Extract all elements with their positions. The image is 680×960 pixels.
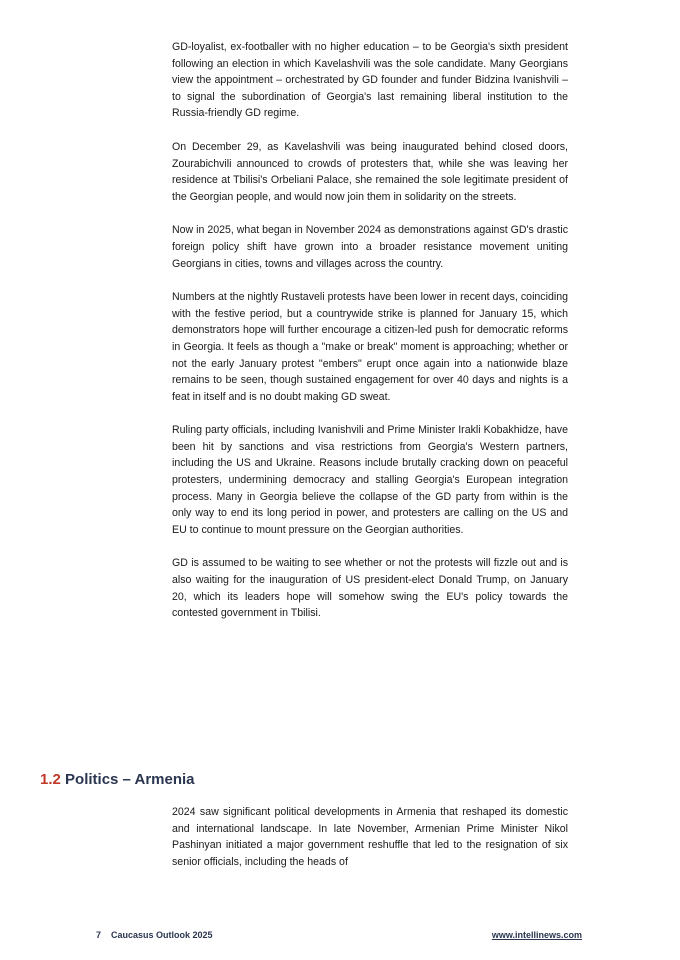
page-number: 7: [96, 930, 102, 940]
publication-title: Caucasus Outlook 2025: [111, 930, 213, 940]
website-link[interactable]: www.intellinews.com: [491, 930, 582, 940]
body-paragraph-4: Numbers at the nightly Rustaveli protests have been lower in recent days, coinciding with the festive period, but a countrywide strike is planned for January 15, which demonstrators hope will further encourage a citizen-led push for democratic reforms in Georgia. It feels as though a "make or break" moment is approaching; whether or not the early January protest "embers" erupt once again into a nationwide blaze remains to be seen, though sustained engagement for over 40 days and nights is a feat in itself and is no doubt making GD sweat.: [172, 291, 568, 403]
body-paragraph-5: Ruling party officials, including Ivanishvili and Prime Minister Irakli Kobakhidze, have been hit by sanctions and visa restrictions from Georgia's Western partners, including the US and Ukraine. Reasons include brutally cracking down on peaceful protesters, undermining democracy and stalling Georgia's European integration process. Many in Georgia believe the collapse of the GD party from within is the only way to end its long period in power, and protesters are calling on the US and EU to continue to mount pressure on the Georgian authorities.: [172, 424, 568, 536]
body-paragraph-6: GD is assumed to be waiting to see whether or not the protests will fizzle out and is also waiting for the inauguration of US president-elect Donald Trump, on January 20, which its leaders hope will somehow swing the EU's policy towards the contested government in Tbilisi.: [172, 557, 568, 620]
section-number: 1.2: [40, 771, 61, 788]
section-paragraph-1: 2024 saw significant political developments in Armenia that reshaped its domestic and international landscape. In late November, Armenian Prime Minister Nikol Pashinyan initiated a major government reshuffle that led to the resignation of six senior officials, including the heads of: [172, 806, 568, 868]
section-heading: [40, 770, 195, 790]
body-paragraph-3: Now in 2025, what began in November 2024 as demonstrations against GD's drastic foreign policy shift have grown into a broader resistance movement uniting Georgians in cities, towns and villages across the country.: [172, 224, 568, 270]
section-title: Politics – Armenia: [65, 771, 195, 788]
body-paragraph-1: GD-loyalist, ex-footballer with no higher education – to be Georgia's sixth president following an election in which Kavelashvili was the sole candidate. Many Georgians view the appointment – orchestrated by GD founder and funder Bidzina Ivanishvili – to signal the subordination of Georgia's last remaining liberal institution to the Russia-friendly GD regime.: [172, 41, 568, 120]
footer-left: [96, 929, 213, 941]
article-body-upper: [172, 39, 568, 639]
article-body-lower: [172, 804, 568, 887]
body-paragraph-2: On December 29, as Kavelashvili was being inaugurated behind closed doors, Zourabichvili announced to crowds of protesters that, while she was leaving her residence at Tbilisi's Orbeliani Palace, she remained the sole legitimate president of the Georgian people, and would now join them in solidarity on the streets.: [172, 140, 568, 203]
